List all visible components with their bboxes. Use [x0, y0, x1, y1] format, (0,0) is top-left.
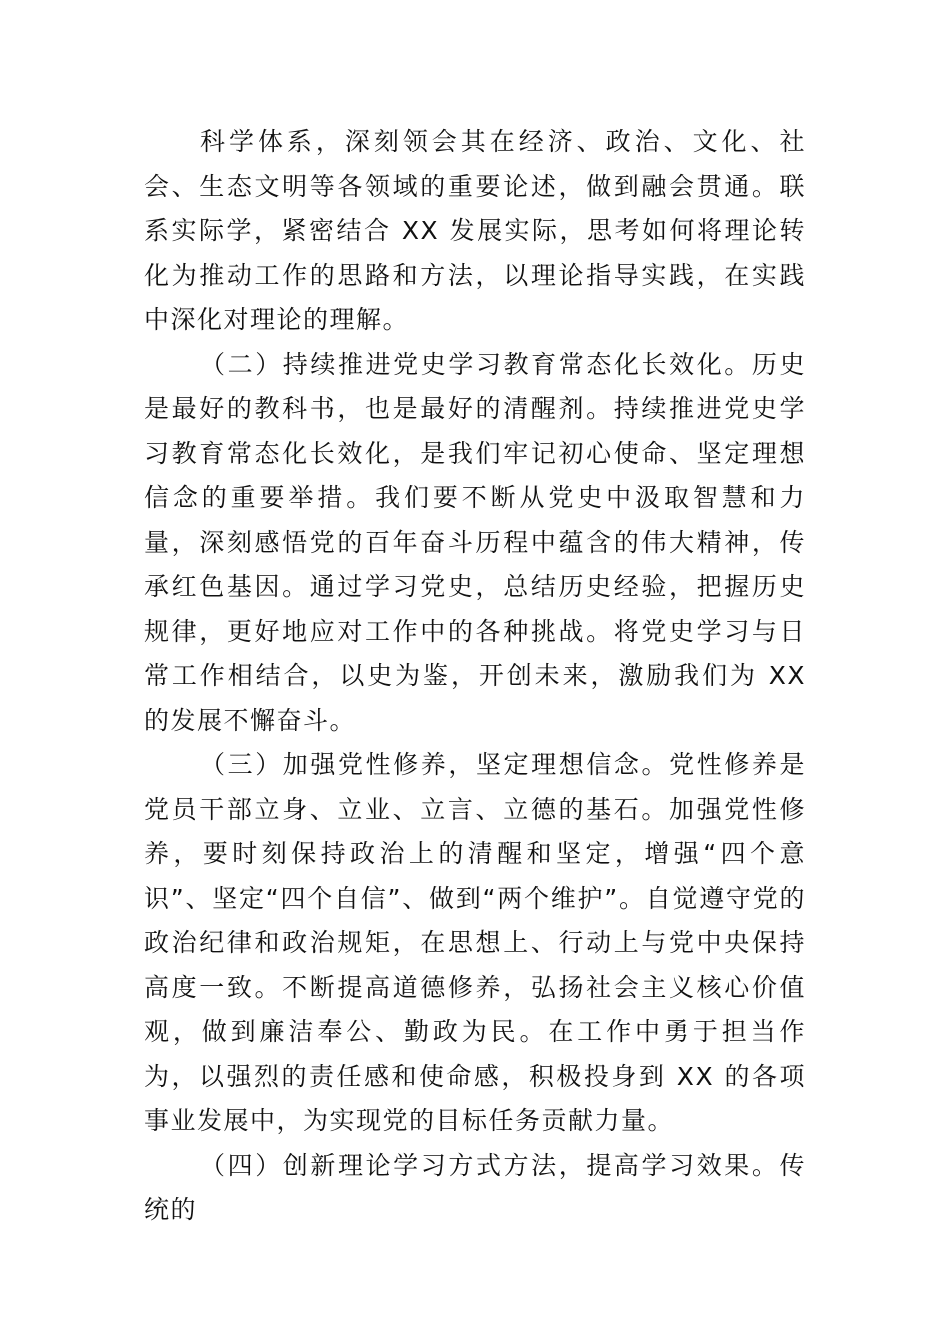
paragraph-section-two: （二）持续推进党史学习教育常态化长效化。历史是最好的教科书，也是最好的清醒剂。持续推进党史学习教育常态化长效化，是我们牢记初心使命、坚定理想信念的重要举措。我们要不断从党史中汲取智慧和力量，深刻感悟党的百年奋斗历程中蕴含的伟大精神，传承红色基因。通过学习党史，总结历史经验，把握历史规律，更好地应对工作中的各种挑战。将党史学习与日常工作相结合，以史为鉴，开创未来，激励我们为 XX 的发展不懈奋斗。: [144, 349, 806, 735]
paragraph-continuation: 科学体系，深刻领会其在经济、政治、文化、社会、生态文明等各领域的重要论述，做到融会贯通。联系实际学，紧密结合 XX 发展实际，思考如何将理论转化为推动工作的思路和方法，以理论指导实践，在实践中深化对理论的理解。: [144, 127, 806, 334]
document-body: [144, 120, 806, 1233]
paragraph-section-three: （三）加强党性修养，坚定理想信念。党性修养是党员干部立身、立业、立言、立德的基石。加强党性修养，要时刻保持政治上的清醒和坚定，增强“四个意识”、坚定“四个自信”、做到“两个维护”。自觉遵守党的政治纪律和政治规矩，在思想上、行动上与党中央保持高度一致。不断提高道德修养，弘扬社会主义核心价值观，做到廉洁奉公、勤政为民。在工作中勇于担当作为，以强烈的责任感和使命感，积极投身到 XX 的各项事业发展中，为实现党的目标任务贡献力量。: [144, 750, 806, 1135]
paragraph-section-four: （四）创新理论学习方式方法，提高学习效果。传统的: [144, 1150, 806, 1224]
